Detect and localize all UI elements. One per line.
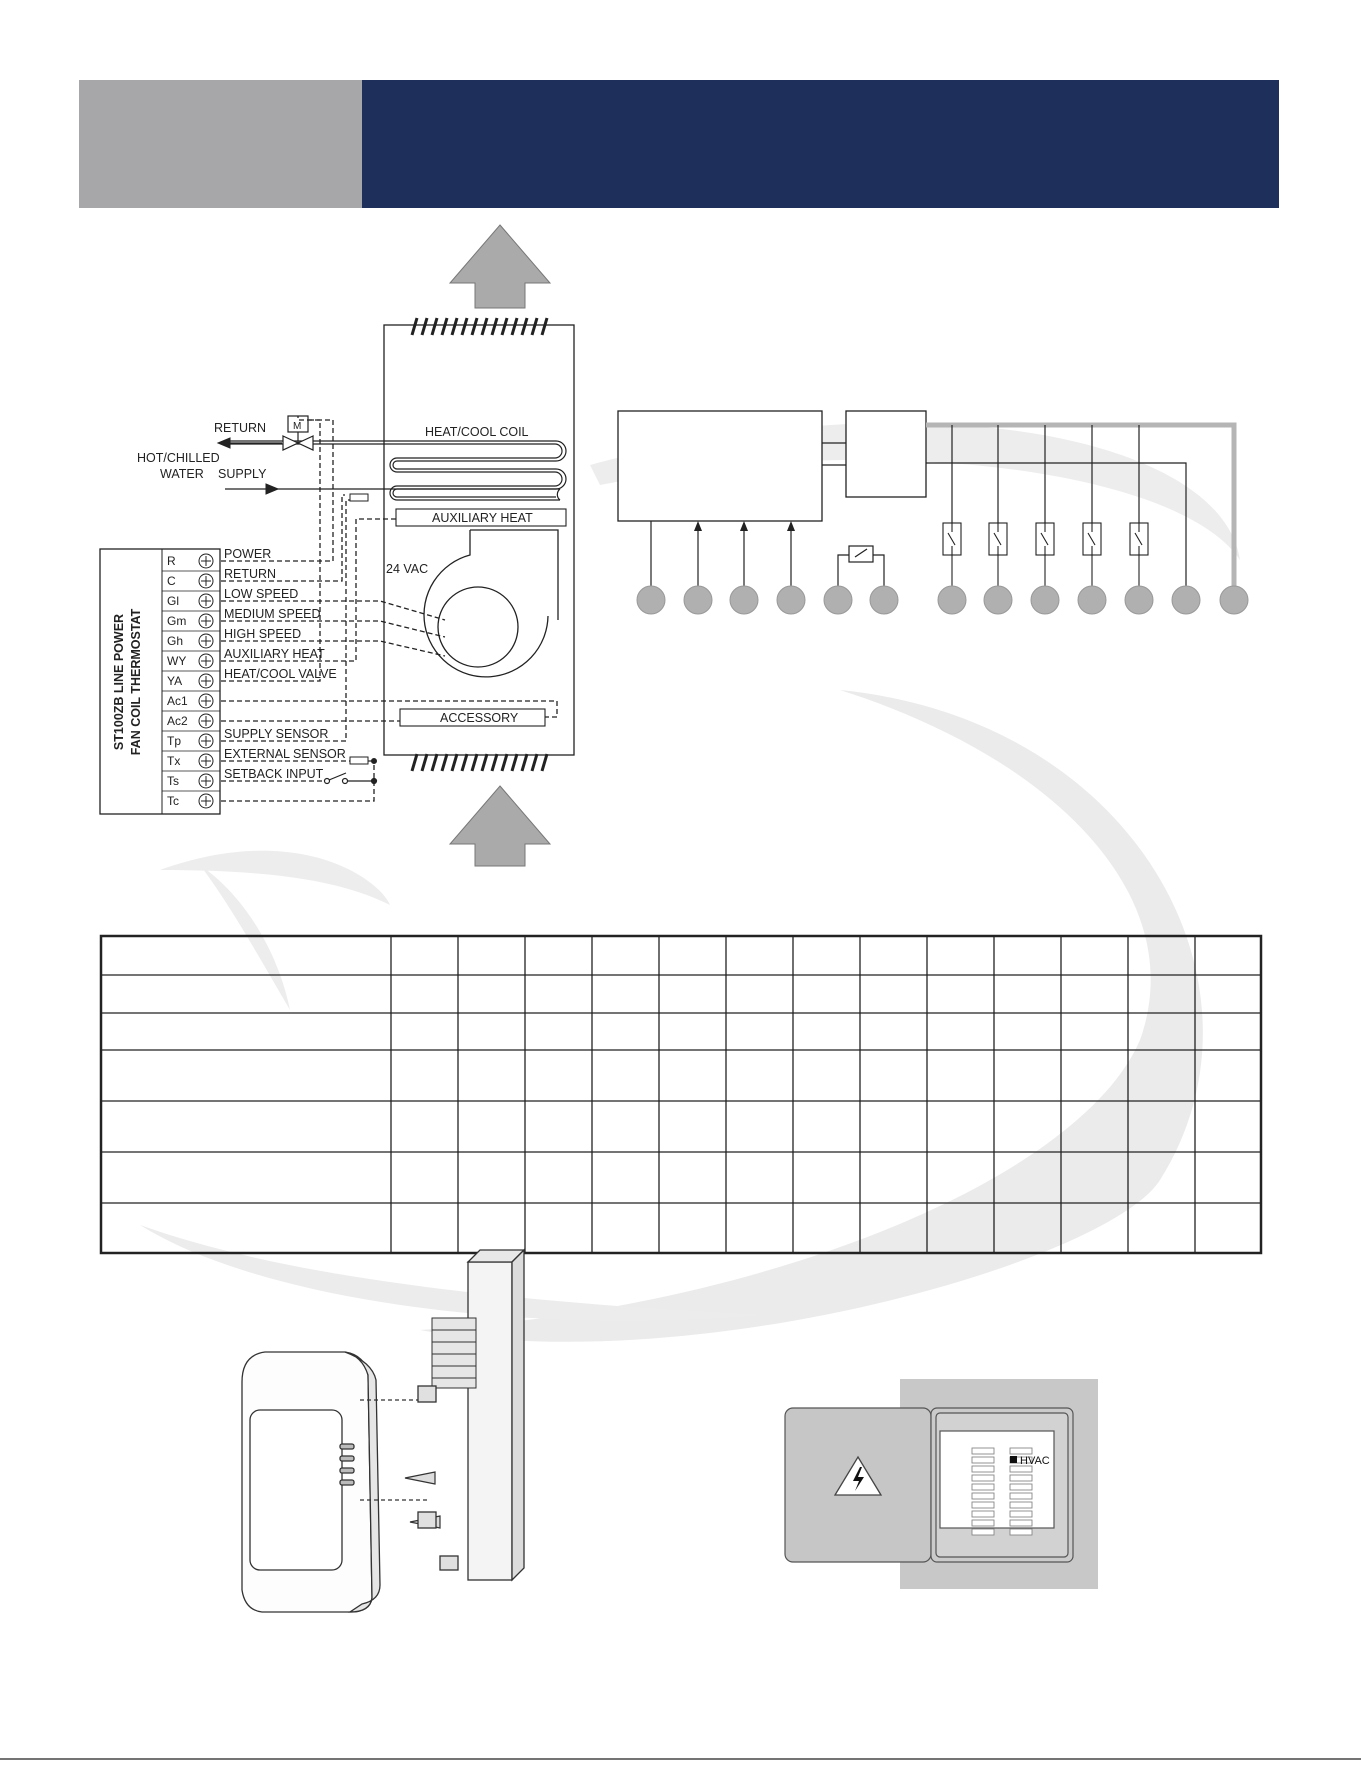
terminal-code: Tp — [167, 734, 182, 748]
heat-cool-coil — [230, 441, 566, 500]
supply-label: SUPPLY — [218, 467, 267, 481]
terminal-code: R — [167, 554, 176, 568]
hvac-label: HVAC — [1020, 1455, 1050, 1467]
external-sensor — [350, 757, 368, 764]
terminal-circle — [824, 586, 852, 614]
terminal-circle — [938, 586, 966, 614]
screw-terminal-icon — [199, 654, 213, 668]
thermostat-title — [112, 608, 143, 755]
relay-switch — [1130, 523, 1148, 588]
terminal-circle — [1031, 586, 1059, 614]
supply-arrowhead — [266, 484, 278, 494]
breaker — [972, 1448, 994, 1454]
accessory-label: ACCESSORY — [440, 711, 519, 725]
breaker — [972, 1529, 994, 1535]
breaker — [1010, 1484, 1032, 1490]
relay-switch — [989, 523, 1007, 588]
breaker — [972, 1493, 994, 1499]
terminal-code: Tc — [167, 794, 179, 808]
relay-switch — [943, 523, 961, 588]
return-label: RETURN — [214, 421, 267, 435]
terminal-rows — [167, 547, 346, 808]
relay-switches — [943, 523, 1148, 588]
terminal-code: YA — [167, 674, 183, 688]
terminal-circles — [637, 586, 1248, 614]
breaker — [1010, 1511, 1032, 1517]
breaker — [1010, 1520, 1032, 1526]
top-grille — [412, 318, 547, 335]
terminal-label: LOW SPEED — [224, 587, 299, 601]
airflow-in-arrow — [450, 786, 550, 866]
header-navy-block — [362, 80, 1279, 208]
breaker — [972, 1466, 994, 1472]
breaker — [972, 1484, 994, 1490]
thermostat-title-line-2: FAN COIL THERMOSTAT — [129, 608, 143, 756]
screw-terminal-icon — [199, 554, 213, 568]
terminal-circle — [870, 586, 898, 614]
supply-sensor — [350, 494, 368, 501]
terminal-label: HEAT/COOL VALVE — [224, 667, 337, 681]
header-gray-block — [79, 80, 362, 208]
diagram-labels — [112, 421, 533, 808]
wall-plate — [468, 1262, 512, 1580]
breaker — [1010, 1475, 1032, 1481]
terminal-circle — [1078, 586, 1106, 614]
thermostat-screen — [250, 1410, 342, 1570]
terminal-code: Ac2 — [167, 714, 188, 728]
terminal-circle — [1125, 586, 1153, 614]
thermostat-title-line-1: ST100ZB LINE POWER — [112, 613, 126, 751]
hvac-breaker-marker — [1010, 1456, 1017, 1463]
coil-label: HEAT/COOL COIL — [425, 425, 529, 439]
breaker — [1010, 1448, 1032, 1454]
terminal-circle — [684, 586, 712, 614]
relay-switch — [1083, 523, 1101, 588]
breaker — [972, 1511, 994, 1517]
return-arrowhead — [218, 438, 230, 448]
terminal-code: Ts — [167, 774, 179, 788]
thermostat-mounting-illustration — [242, 1250, 524, 1612]
terminal-code: Ac1 — [167, 694, 188, 708]
screw-terminal-icon — [199, 734, 213, 748]
screw-terminal-icon — [199, 754, 213, 768]
terminal-strip — [432, 1318, 476, 1388]
terminal-label: MEDIUM SPEED — [224, 607, 321, 621]
valve-actuator-label: M — [293, 421, 302, 432]
screw-terminal-icon — [199, 594, 213, 608]
breaker — [1010, 1529, 1032, 1535]
breaker — [972, 1475, 994, 1481]
bottom-grille — [412, 754, 547, 771]
breaker — [1010, 1502, 1032, 1508]
screw-terminal-icon — [199, 614, 213, 628]
screw-terminal-icon — [199, 634, 213, 648]
screw-terminal-icon — [199, 574, 213, 588]
airflow-out-arrow — [450, 225, 550, 308]
terminal-label: AUXILIARY HEAT — [224, 647, 325, 661]
screw-terminal-icon — [199, 774, 213, 788]
terminal-label: POWER — [224, 547, 272, 561]
terminal-label: SETBACK INPUT — [224, 767, 324, 781]
breaker-panel-illustration — [785, 1379, 1098, 1589]
screw-terminal-icon — [199, 674, 213, 688]
terminal-circle — [637, 586, 665, 614]
blower-fan — [424, 530, 558, 677]
breaker — [972, 1502, 994, 1508]
vac-label: 24 VAC — [386, 562, 429, 576]
relay-switch — [1036, 523, 1054, 588]
relay-block — [846, 411, 926, 497]
water-label-2: WATER — [160, 467, 204, 481]
setback-switch — [325, 773, 377, 784]
fan-coil-wiring-diagram — [100, 225, 574, 866]
screw-terminal-icon — [199, 794, 213, 808]
terminal-label: HIGH SPEED — [224, 627, 302, 641]
auxiliary-heat-label: AUXILIARY HEAT — [432, 511, 533, 525]
breaker — [972, 1457, 994, 1463]
breaker — [1010, 1493, 1032, 1499]
terminal-code: Gh — [167, 634, 184, 648]
bridge-switch — [838, 546, 884, 588]
terminal-circle — [730, 586, 758, 614]
screw-terminal-icon — [199, 694, 213, 708]
breaker — [972, 1520, 994, 1526]
terminal-code: Gl — [167, 594, 179, 608]
terminal-code: C — [167, 574, 176, 588]
terminal-code: Tx — [167, 754, 181, 768]
terminal-circle — [1172, 586, 1200, 614]
terminal-circle — [1220, 586, 1248, 614]
terminal-code: Gm — [167, 614, 187, 628]
terminal-label: SUPPLY SENSOR — [224, 727, 329, 741]
breaker-board — [940, 1431, 1054, 1528]
terminal-label: RETURN — [224, 567, 277, 581]
terminal-circle — [777, 586, 805, 614]
terminal-label: EXTERNAL SENSOR — [224, 747, 346, 761]
terminal-code: WY — [167, 654, 187, 668]
main-control-block — [618, 411, 822, 521]
screw-terminal-icon — [199, 714, 213, 728]
water-label-1: HOT/CHILLED — [137, 451, 220, 465]
unit-cabinet — [384, 325, 574, 755]
terminal-circle — [984, 586, 1012, 614]
